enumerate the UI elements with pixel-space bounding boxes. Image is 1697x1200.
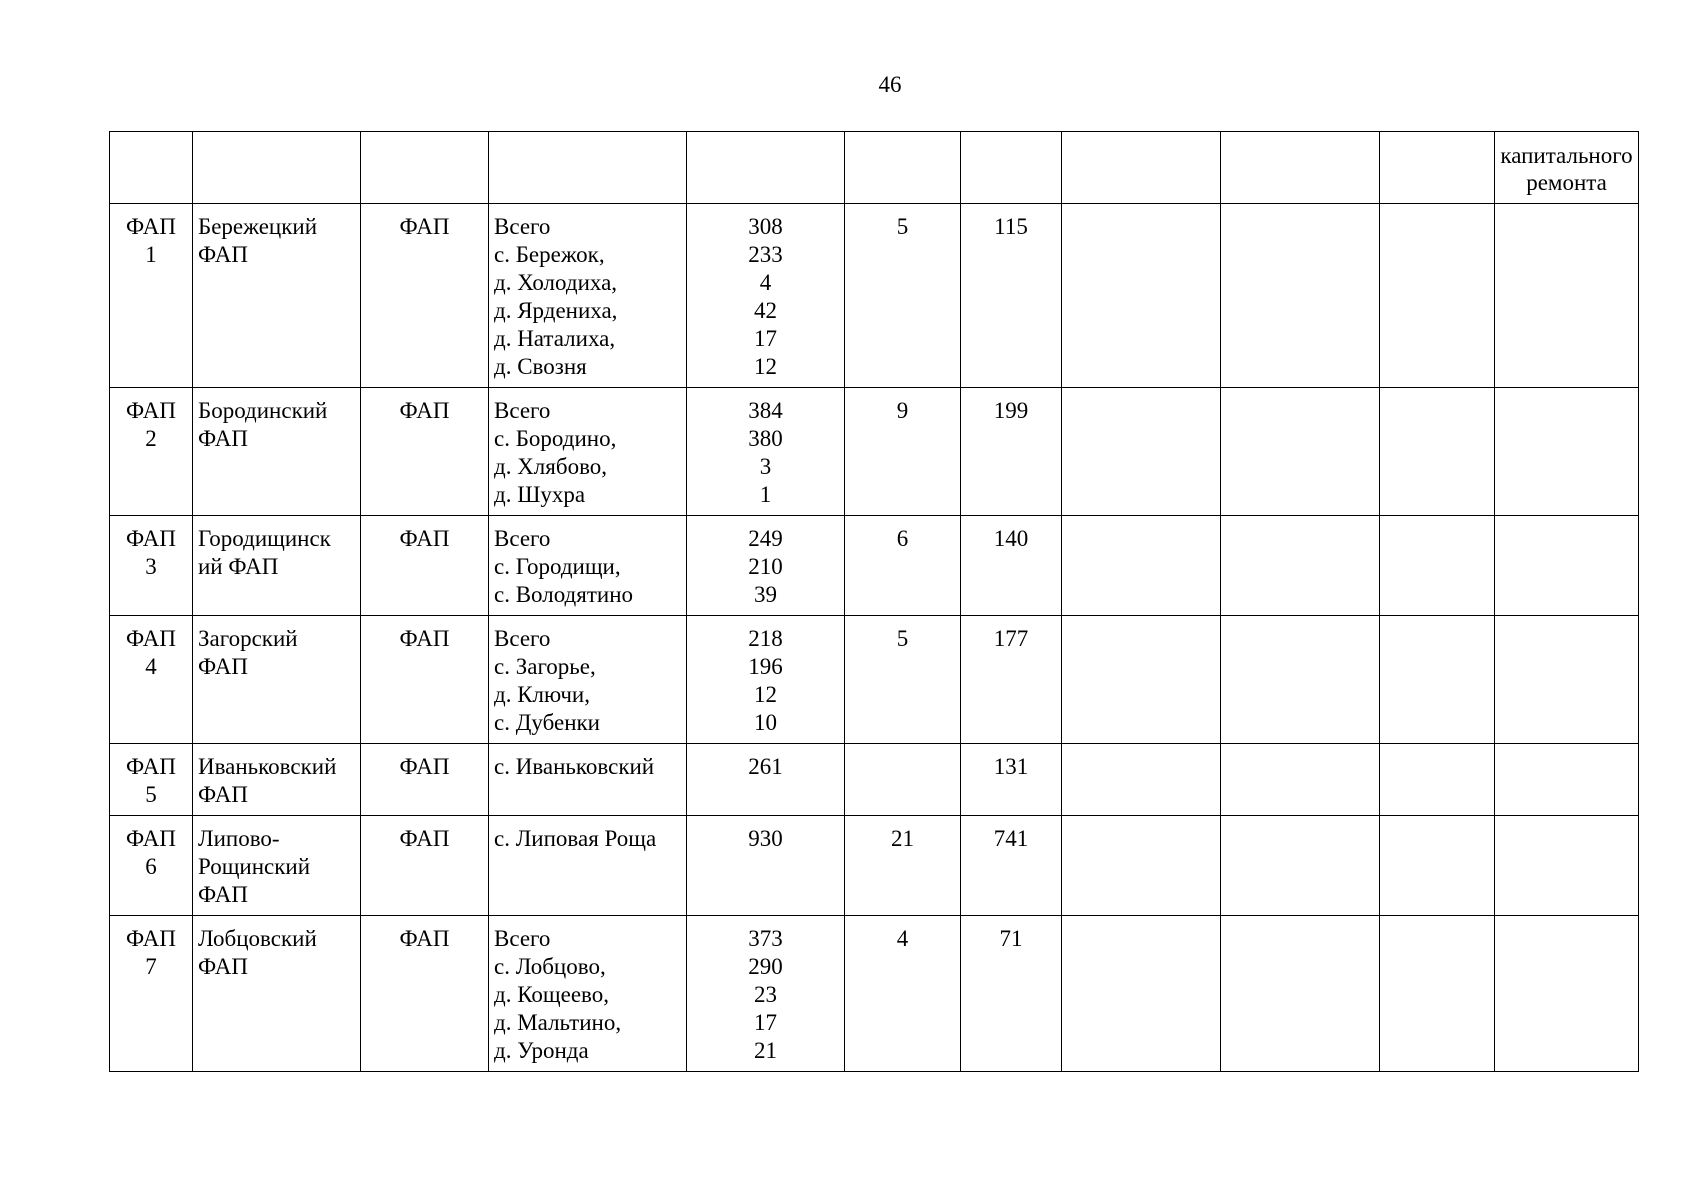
facility-name-line: ФАП [198, 782, 248, 807]
empty-cell-8 [1062, 816, 1221, 916]
facility-type: ФАП [399, 926, 450, 951]
col7-cell [961, 816, 1062, 916]
page-number: 46 [878, 72, 902, 97]
empty-cell-11 [1495, 388, 1639, 516]
empty-cell-9 [1221, 916, 1380, 1072]
settlement-name: д. Ярдениха, [494, 298, 618, 323]
table-row [110, 516, 1639, 616]
population-value: 290 [748, 954, 783, 979]
table-row [110, 616, 1639, 744]
population-value: 10 [754, 710, 777, 735]
row-number-cell [110, 916, 193, 1072]
facility-name-line: ФАП [198, 242, 248, 267]
row-number-cell [110, 516, 193, 616]
facility-name-cell [193, 616, 361, 744]
population-value: 17 [754, 326, 777, 351]
empty-cell-10 [1380, 616, 1495, 744]
settlement-name: Всего [494, 526, 551, 551]
row-number-line: 2 [145, 426, 157, 451]
facility-name-line: Городищинск [198, 526, 331, 551]
col7-value: 199 [993, 398, 1029, 423]
row-number-line: ФАП [126, 526, 176, 551]
table-row [110, 916, 1639, 1072]
settlement-name: д. Шухра [494, 482, 586, 507]
row-number-line: 4 [145, 654, 157, 679]
population-value: 21 [754, 1038, 777, 1063]
settlement-name: д. Уронда [494, 1038, 589, 1063]
header-cell-7 [961, 132, 1062, 204]
settlement-name: д. Ключи, [494, 682, 590, 707]
population-value: 42 [754, 298, 777, 323]
table-row [110, 388, 1639, 516]
col7-cell [961, 204, 1062, 388]
empty-cell-9 [1221, 616, 1380, 744]
table-row [110, 204, 1639, 388]
col7-value: 131 [993, 754, 1029, 779]
settlement-name: с. Лобцово, [494, 954, 606, 979]
population-cell [687, 744, 845, 816]
row-number-line: ФАП [126, 626, 176, 651]
empty-cell-9 [1221, 204, 1380, 388]
empty-cell-8 [1062, 916, 1221, 1072]
population-value: 17 [754, 1010, 777, 1035]
population-cell [687, 916, 845, 1072]
header-cell-9 [1221, 132, 1380, 204]
table-row [110, 816, 1639, 916]
facility-name-cell [193, 516, 361, 616]
col7-value: 741 [993, 826, 1029, 851]
population-value: 233 [748, 242, 783, 267]
population-cell [687, 388, 845, 516]
empty-cell-9 [1221, 516, 1380, 616]
facility-name-cell [193, 204, 361, 388]
facility-name-line: ФАП [198, 426, 248, 451]
col6-cell [845, 516, 961, 616]
col6-cell [845, 388, 961, 516]
settlement-name: д. Хлябово, [494, 454, 608, 479]
settlement-name: Всего [494, 214, 551, 239]
empty-cell-11 [1495, 744, 1639, 816]
population-cell [687, 516, 845, 616]
settlement-name: с. Липовая Роща [494, 826, 657, 851]
empty-cell-11 [1495, 616, 1639, 744]
settlement-name: д. Мальтино, [494, 1010, 622, 1035]
col7-value: 140 [993, 526, 1029, 551]
population-value: 3 [759, 454, 772, 479]
population-value: 930 [748, 826, 783, 851]
row-number-line: ФАП [126, 398, 176, 423]
col6-value: 6 [896, 526, 909, 551]
settlement-name: с. Иваньковский [494, 754, 655, 779]
settlement-name: д. Холодиха, [494, 270, 618, 295]
empty-cell-10 [1380, 204, 1495, 388]
population-value: 39 [754, 582, 777, 607]
header-cell-2 [193, 132, 361, 204]
header-cell-4 [489, 132, 687, 204]
header-cell-capital-repair [1495, 132, 1639, 204]
facility-type: ФАП [399, 826, 450, 851]
header-text-line1: капитального [1500, 143, 1633, 168]
population-value: 12 [754, 354, 777, 379]
facility-name-line: Рощинский [198, 854, 311, 879]
col7-value: 115 [994, 214, 1028, 239]
facility-type: ФАП [399, 754, 450, 779]
facility-name-line: ФАП [198, 882, 248, 907]
empty-cell-8 [1062, 516, 1221, 616]
facility-type-cell [361, 816, 489, 916]
facility-name-cell [193, 744, 361, 816]
row-number-line: 7 [145, 954, 157, 979]
header-cell-6 [845, 132, 961, 204]
settlements-cell [489, 204, 687, 388]
col7-cell [961, 616, 1062, 744]
empty-cell-10 [1380, 816, 1495, 916]
row-number-line: 5 [145, 782, 157, 807]
facility-type: ФАП [399, 214, 450, 239]
settlement-name: с. Загорье, [494, 654, 596, 679]
facility-name-line: ФАП [198, 954, 248, 979]
empty-cell-8 [1062, 388, 1221, 516]
row-number-line: ФАП [126, 926, 176, 951]
col6-value: 5 [896, 214, 909, 239]
row-number-line: ФАП [126, 826, 176, 851]
settlement-name: д. Наталиха, [494, 326, 616, 351]
row-number-cell [110, 816, 193, 916]
settlement-name: с. Бородино, [494, 426, 617, 451]
facility-type-cell [361, 388, 489, 516]
empty-cell-8 [1062, 204, 1221, 388]
row-number-line: 3 [145, 554, 157, 579]
col7-cell [961, 516, 1062, 616]
population-value: 4 [759, 270, 772, 295]
header-cell-3 [361, 132, 489, 204]
col6-value: 4 [896, 926, 909, 951]
settlements-cell [489, 616, 687, 744]
col6-cell [845, 916, 961, 1072]
population-value: 384 [748, 398, 783, 423]
population-value: 218 [748, 626, 783, 651]
empty-cell-11 [1495, 816, 1639, 916]
facility-type: ФАП [399, 398, 450, 423]
empty-cell-11 [1495, 516, 1639, 616]
population-cell [687, 204, 845, 388]
col7-value: 71 [999, 926, 1023, 951]
row-number-line: ФАП [126, 214, 176, 239]
row-number-line: 6 [145, 854, 157, 879]
row-number-line: 1 [145, 242, 157, 267]
facility-type: ФАП [399, 626, 450, 651]
col6-cell [845, 616, 961, 744]
col6-cell [845, 744, 961, 816]
settlement-name: Всего [494, 398, 551, 423]
facility-name-line: Загорский [198, 626, 298, 651]
table-row [110, 744, 1639, 816]
empty-cell-8 [1062, 616, 1221, 744]
settlement-name: Всего [494, 926, 551, 951]
header-cell-8 [1062, 132, 1221, 204]
row-number-cell [110, 388, 193, 516]
table-body [110, 132, 1639, 1072]
facility-type: ФАП [399, 526, 450, 551]
settlements-cell [489, 816, 687, 916]
row-number-cell [110, 616, 193, 744]
facility-type-cell [361, 516, 489, 616]
facility-name-line: Бережецкий [198, 214, 318, 239]
facility-type-cell [361, 616, 489, 744]
empty-cell-9 [1221, 388, 1380, 516]
empty-cell-10 [1380, 388, 1495, 516]
empty-cell-10 [1380, 744, 1495, 816]
population-value: 210 [748, 554, 783, 579]
facility-name-line: Лобцовский [198, 926, 317, 951]
facility-type-cell [361, 204, 489, 388]
empty-cell-11 [1495, 204, 1639, 388]
settlements-cell [489, 916, 687, 1072]
facilities-table [109, 131, 1639, 1072]
col7-cell [961, 744, 1062, 816]
empty-cell-11 [1495, 916, 1639, 1072]
settlements-cell [489, 388, 687, 516]
facility-name-line: Иваньковский [198, 754, 337, 779]
facility-name-line: ФАП [198, 654, 248, 679]
population-cell [687, 816, 845, 916]
header-cell-1 [110, 132, 193, 204]
population-value: 249 [748, 526, 783, 551]
empty-cell-10 [1380, 516, 1495, 616]
settlement-name: Всего [494, 626, 551, 651]
population-value: 12 [754, 682, 777, 707]
population-value: 23 [754, 982, 777, 1007]
settlement-name: с. Городищи, [494, 554, 621, 579]
population-value: 380 [748, 426, 783, 451]
population-value: 196 [748, 654, 783, 679]
col6-value: 21 [891, 826, 914, 851]
header-cell-5 [687, 132, 845, 204]
empty-cell-8 [1062, 744, 1221, 816]
header-cell-10 [1380, 132, 1495, 204]
empty-cell-9 [1221, 744, 1380, 816]
facility-name-cell [193, 816, 361, 916]
row-number-cell [110, 744, 193, 816]
facility-name-cell [193, 916, 361, 1072]
col6-value: 5 [896, 626, 909, 651]
settlement-name: д. Кощеево, [494, 982, 609, 1007]
settlements-cell [489, 516, 687, 616]
col6-cell [845, 816, 961, 916]
settlement-name: с. Бережок, [494, 242, 605, 267]
facility-type-cell [361, 916, 489, 1072]
row-number-cell [110, 204, 193, 388]
settlement-name: д. Свозня [494, 354, 587, 379]
population-value: 1 [759, 482, 772, 507]
col6-value: 9 [896, 398, 909, 423]
population-value: 261 [748, 754, 783, 779]
settlements-cell [489, 744, 687, 816]
col6-cell [845, 204, 961, 388]
facility-name-line: Липово- [198, 826, 280, 851]
empty-cell-10 [1380, 916, 1495, 1072]
facility-name-line: ий ФАП [198, 554, 279, 579]
population-value: 373 [748, 926, 783, 951]
col7-cell [961, 916, 1062, 1072]
population-cell [687, 616, 845, 744]
settlement-name: с. Володятино [494, 582, 634, 607]
table-header-row [110, 132, 1639, 204]
col7-cell [961, 388, 1062, 516]
facility-type-cell [361, 744, 489, 816]
header-text-line2: ремонта [1526, 170, 1607, 195]
row-number-line: ФАП [126, 754, 176, 779]
population-value: 308 [748, 214, 783, 239]
facility-name-line: Бородинский [198, 398, 328, 423]
empty-cell-9 [1221, 816, 1380, 916]
facility-name-cell [193, 388, 361, 516]
col7-value: 177 [993, 626, 1029, 651]
settlement-name: с. Дубенки [494, 710, 600, 735]
